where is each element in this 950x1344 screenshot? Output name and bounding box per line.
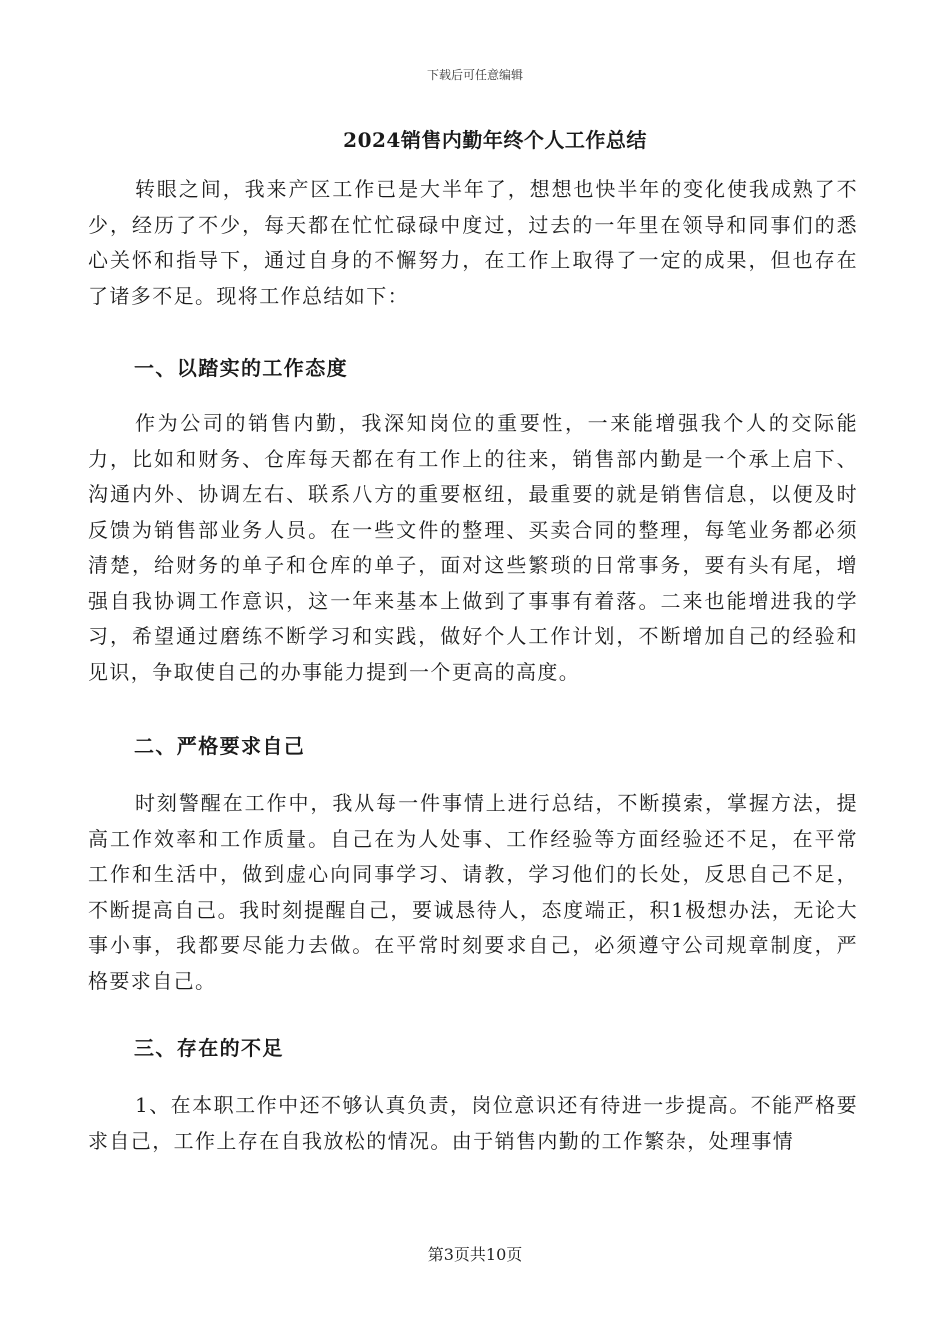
intro-paragraph: 转眼之间，我来产区工作已是大半年了，想想也快半年的变化使我成熟了不少，经历了不少，每天都在忙忙碌碌中度过，过去的一年里在领导和同事们的悉心关怀和指导下，通过自身的不懈努力，在工作上取得了一定的成果，但也存在了诸多不足。现将工作总结如下： <box>88 177 858 308</box>
section-paragraph-2: 时刻警醒在工作中，我从每一件事情上进行总结，不断摸索，掌握方法，提高工作效率和工作质量。自己在为人处事、工作经验等方面经验还不足，在平常工作和生活中，做到虚心向同事学习、请教，学习他们的长处，反思自己不足，不断提高自己。我时刻提醒自己，要诚恳待人，态度端正，积1极想办法，无论大事小事，我都要尽能力去做。在平常时刻要求自己，必须遵守公司规章制度，严格要求自己。 <box>88 791 858 993</box>
section-paragraph-3: 1、在本职工作中还不够认真负责，岗位意识还有待进一步提高。不能严格要求自己，工作上存在自我放松的情况。由于销售内勤的工作繁杂，处理事情 <box>88 1093 858 1153</box>
header-note: 下载后可任意编辑 <box>426 68 523 82</box>
section-heading-1: 一、以踏实的工作态度 <box>134 356 348 380</box>
section-paragraph-1: 作为公司的销售内勤，我深知岗位的重要性，一来能增强我个人的交际能力，比如和财务、仓库每天都在有工作上的往来，销售部内勤是一个承上启下、沟通内外、协调左右、联系八方的重要枢纽，最重要的就是销售信息，以便及时反馈为销售部业务人员。在一些文件的整理、买卖合同的整理，每笔业务都必须清楚，给财务的单子和仓库的单子，面对这些繁琐的日常事务，要有头有尾，增强自我协调工作意识，这一年来基本上做到了事事有着落。二来也能增进我的学习，希望通过磨练不断学习和实践，做好个人工作计划，不断增加自己的经验和见识，争取使自己的办事能力提到一个更高的高度。 <box>88 411 858 684</box>
document-title: 2024销售内勤年终个人工作总结 <box>343 128 647 152</box>
page-footer: 第3页共10页 <box>427 1245 523 1264</box>
section-heading-2: 二、严格要求自己 <box>134 734 306 758</box>
section-heading-3: 三、存在的不足 <box>134 1036 284 1060</box>
